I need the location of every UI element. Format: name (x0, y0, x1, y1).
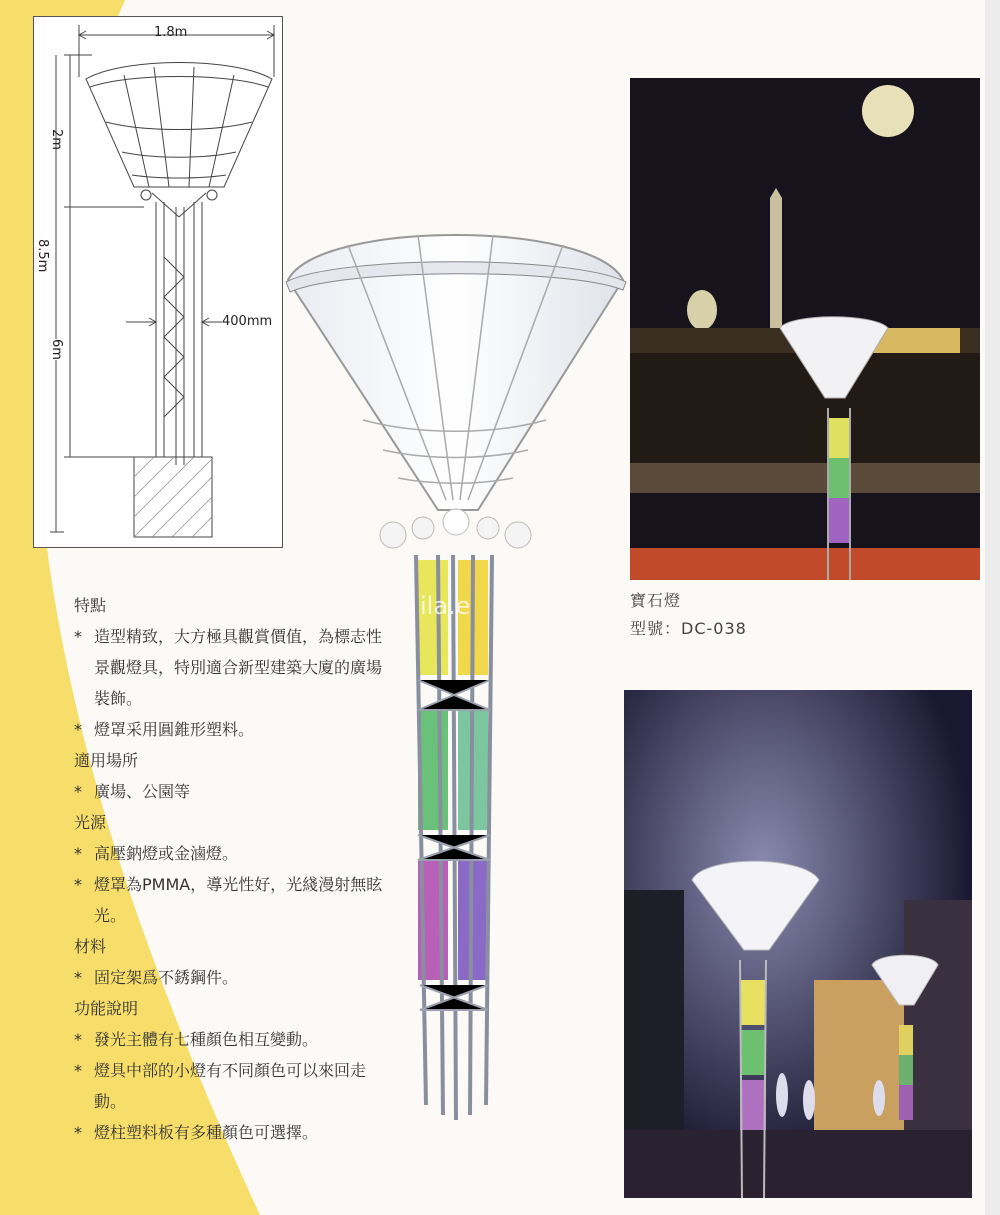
watermark-text: ila.e (420, 592, 471, 620)
technical-drawing (33, 16, 283, 548)
item-text: 燈罩采用圓錐形塑料。 (94, 720, 255, 739)
item-text: 廣場、公園等 (94, 782, 191, 801)
section-light-source (74, 807, 394, 931)
item-text: 發光主體有七種顏色相互變動。 (94, 1030, 319, 1049)
item-text: 高壓鈉燈或金滷燈。 (94, 844, 239, 863)
section-functions (74, 993, 394, 1148)
width-dimension-label: 1.8m (154, 25, 188, 40)
list-item (74, 1117, 394, 1148)
list-item (74, 869, 394, 931)
bullet: * (74, 627, 82, 646)
list-item (74, 1024, 394, 1055)
list-item (74, 838, 394, 869)
section-heading: 特點 (74, 596, 107, 615)
section-applications (74, 745, 394, 807)
item-text: 固定架爲不銹鋼件。 (94, 968, 239, 987)
section-heading: 材料 (74, 937, 107, 956)
section-materials (74, 931, 394, 993)
section-heading: 功能說明 (74, 999, 139, 1018)
item-text: 燈柱塑料板有多種顏色可選擇。 (94, 1123, 319, 1142)
product-caption (630, 587, 747, 643)
product-model: 型號：DC-038 (630, 619, 747, 638)
item-text: 造型精致，大方極具觀賞價值，為標志性景觀燈具，特別適合新型建築大廈的廣場裝飾。 (94, 627, 383, 708)
section-features (74, 590, 394, 745)
night-photo-plaza (624, 690, 972, 1198)
head-height-label: 2m (49, 129, 64, 150)
bullet: * (74, 844, 82, 863)
pole-width-label: 400mm (222, 314, 273, 329)
section-heading: 光源 (74, 813, 107, 832)
section-heading: 適用場所 (74, 751, 139, 770)
night-photo-monument (630, 78, 980, 580)
total-height-label: 8.5m (35, 239, 50, 273)
bullet: * (74, 968, 82, 987)
list-item (74, 1055, 394, 1117)
list-item (74, 962, 394, 993)
bullet: * (74, 1123, 82, 1142)
bullet: * (74, 720, 82, 739)
bullet: * (74, 782, 82, 801)
list-item (74, 621, 394, 714)
list-item (74, 776, 394, 807)
list-item (74, 714, 394, 745)
pole-height-label: 6m (49, 339, 64, 360)
bullet: * (74, 1061, 82, 1080)
bullet: * (74, 1030, 82, 1049)
bullet: * (74, 875, 82, 894)
item-text: 燈罩為PMMA，導光性好，光綫漫射無眩光。 (94, 875, 383, 925)
feature-list (74, 590, 394, 1148)
item-text: 燈具中部的小燈有不同顏色可以來回走動。 (94, 1061, 367, 1111)
lamp-schematic (34, 17, 282, 547)
product-name: 寶石燈 (630, 591, 682, 610)
